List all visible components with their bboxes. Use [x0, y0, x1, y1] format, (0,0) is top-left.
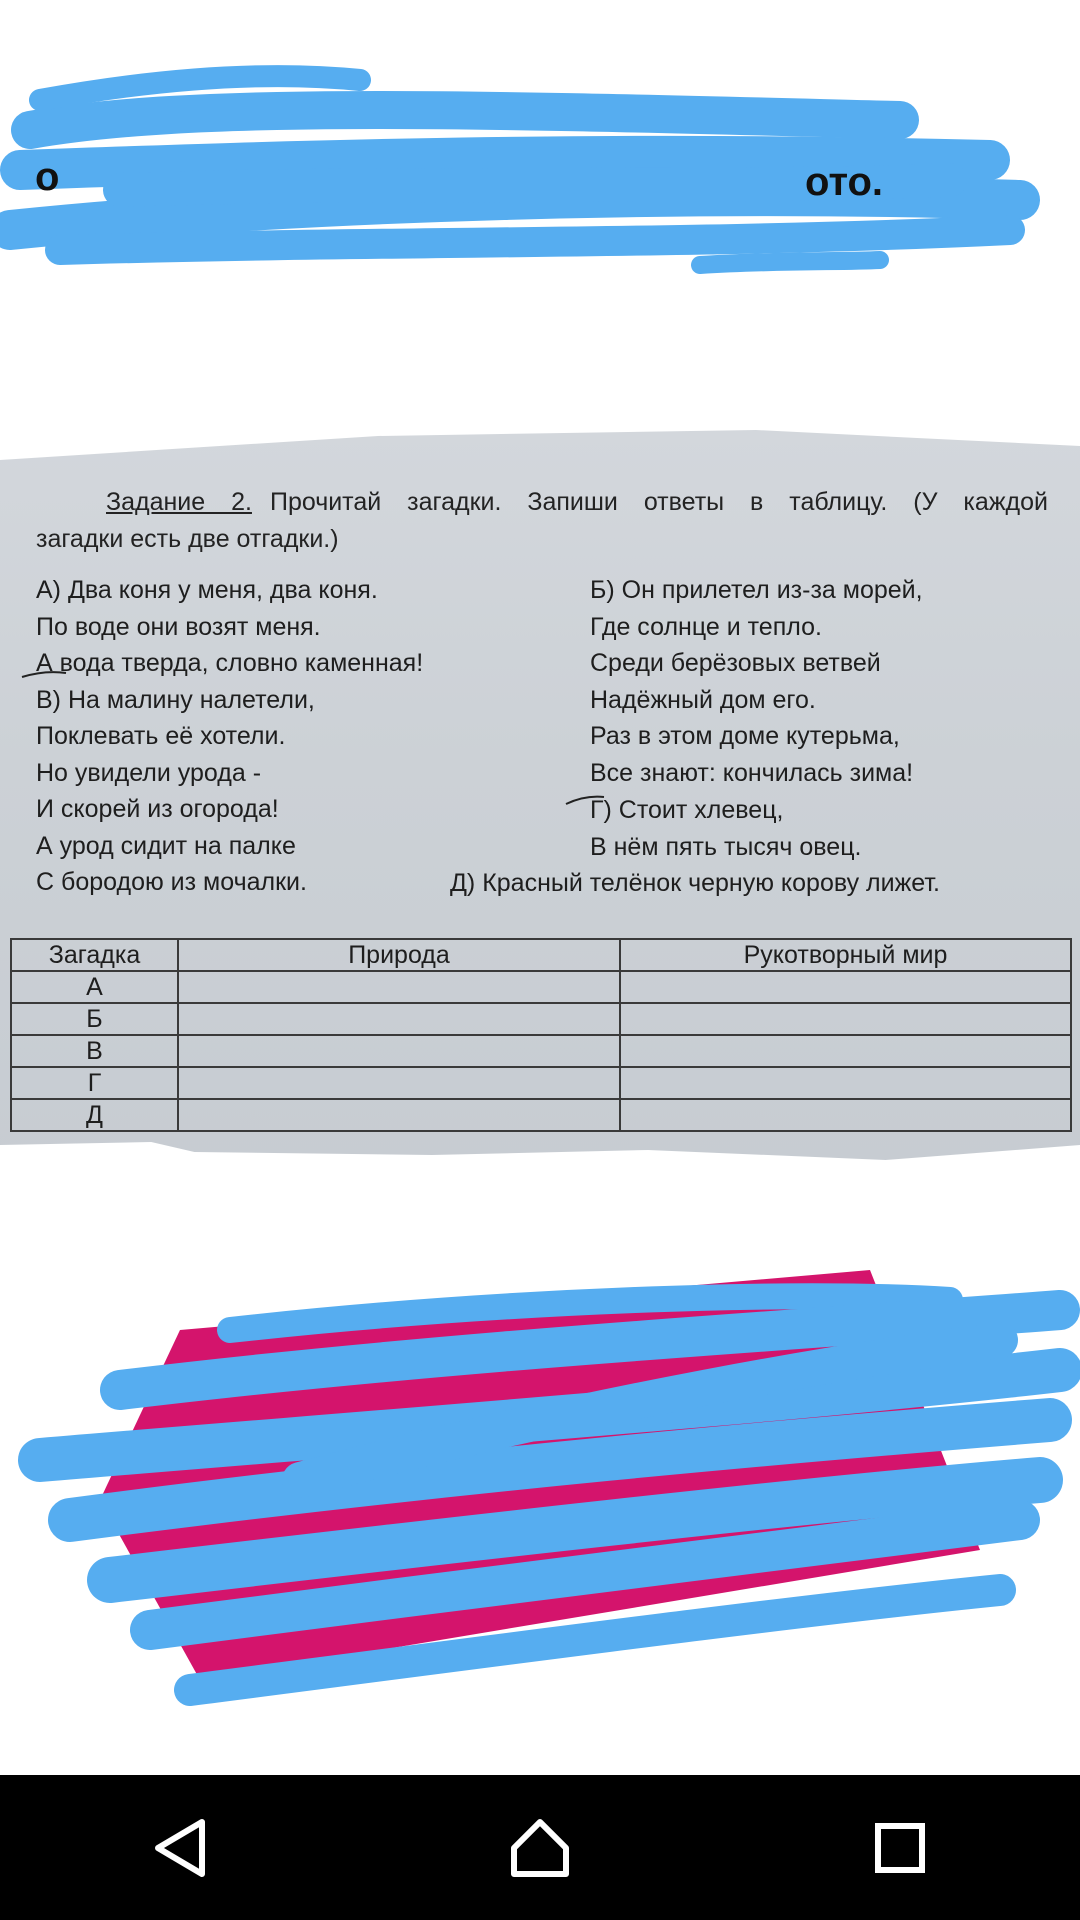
riddle-line: Все знают: кончилась зима!: [590, 758, 914, 787]
row-letter: А: [11, 971, 178, 1003]
header-nature: Природа: [178, 939, 620, 971]
riddle-g: [590, 792, 861, 865]
riddle-line: А) Два коня у меня, два коня.: [36, 576, 378, 604]
table-row: [11, 1099, 1071, 1131]
cell-nature: [178, 1003, 620, 1035]
svg-text:ото.: ото.: [805, 160, 884, 204]
riddle-column-right: [590, 572, 923, 791]
cell-manmade: [620, 1099, 1071, 1131]
riddle-line: Г) Стоит хлевец,: [590, 796, 784, 824]
task-instruction-cont: загадки есть две отгадки.): [36, 525, 339, 553]
cell-manmade: [620, 1035, 1071, 1067]
table-row: [11, 971, 1071, 1003]
table-row: [11, 1003, 1071, 1035]
recents-icon: [874, 1822, 926, 1874]
cell-nature: [178, 1099, 620, 1131]
riddle-d: Д) Красный телёнок черную корову лижет.: [450, 869, 941, 897]
header-manmade: Рукотворный мир: [620, 939, 1071, 971]
riddle-line: Надёжный дом его.: [590, 685, 816, 714]
riddle-line: В) На малину налетели,: [36, 685, 315, 714]
cell-manmade: [620, 1067, 1071, 1099]
riddle-line: Поклевать её хотели.: [36, 722, 286, 750]
bottom-redaction-scribble: [0, 1250, 1080, 1770]
riddle-line: Б) Он прилетел из-за морей,: [590, 576, 923, 604]
row-letter: Д: [11, 1099, 178, 1131]
row-letter: Б: [11, 1003, 178, 1035]
table-row: [11, 1035, 1071, 1067]
home-button[interactable]: [480, 1798, 600, 1898]
task-label: Задание 2.: [106, 488, 252, 516]
svg-text:о: о: [35, 155, 60, 199]
riddle-line: А урод сидит на палке: [36, 831, 296, 860]
riddle-column-left: [36, 572, 423, 901]
riddle-line: И скорей из огорода!: [36, 795, 279, 823]
table-row: [11, 1067, 1071, 1099]
cell-nature: [178, 1067, 620, 1099]
home-icon: [508, 1816, 572, 1880]
riddle-line: Но увидели урода -: [36, 758, 262, 787]
cell-manmade: [620, 1003, 1071, 1035]
back-button[interactable]: [120, 1798, 240, 1898]
riddle-line: Среди берёзовых ветвей: [590, 649, 881, 677]
riddle-line: В нём пять тысяч овец.: [590, 832, 862, 861]
recents-button[interactable]: [840, 1798, 960, 1898]
top-redaction-scribble: [0, 40, 1080, 300]
cell-nature: [178, 971, 620, 1003]
task-instruction: Прочитай загадки. Запиши ответы в таблицу. (У каждой: [269, 488, 1049, 516]
cell-manmade: [620, 971, 1071, 1003]
row-letter: В: [11, 1035, 178, 1067]
row-letter: Г: [11, 1067, 178, 1099]
riddle-line: С бородою из мочалки.: [36, 868, 307, 896]
riddle-line: А вода тверда, словно каменная!: [36, 649, 424, 677]
answer-table: [10, 938, 1072, 1132]
navigation-bar: [0, 1775, 1080, 1920]
table-header-row: [11, 939, 1071, 971]
riddle-line: Раз в этом доме кутерьма,: [590, 722, 900, 750]
back-icon: [150, 1816, 210, 1880]
cell-nature: [178, 1035, 620, 1067]
header-riddle: Загадка: [11, 939, 178, 971]
riddle-line: По воде они возят меня.: [36, 612, 321, 641]
task-header: [36, 484, 1048, 558]
riddle-line: Где солнце и тепло.: [590, 612, 822, 641]
